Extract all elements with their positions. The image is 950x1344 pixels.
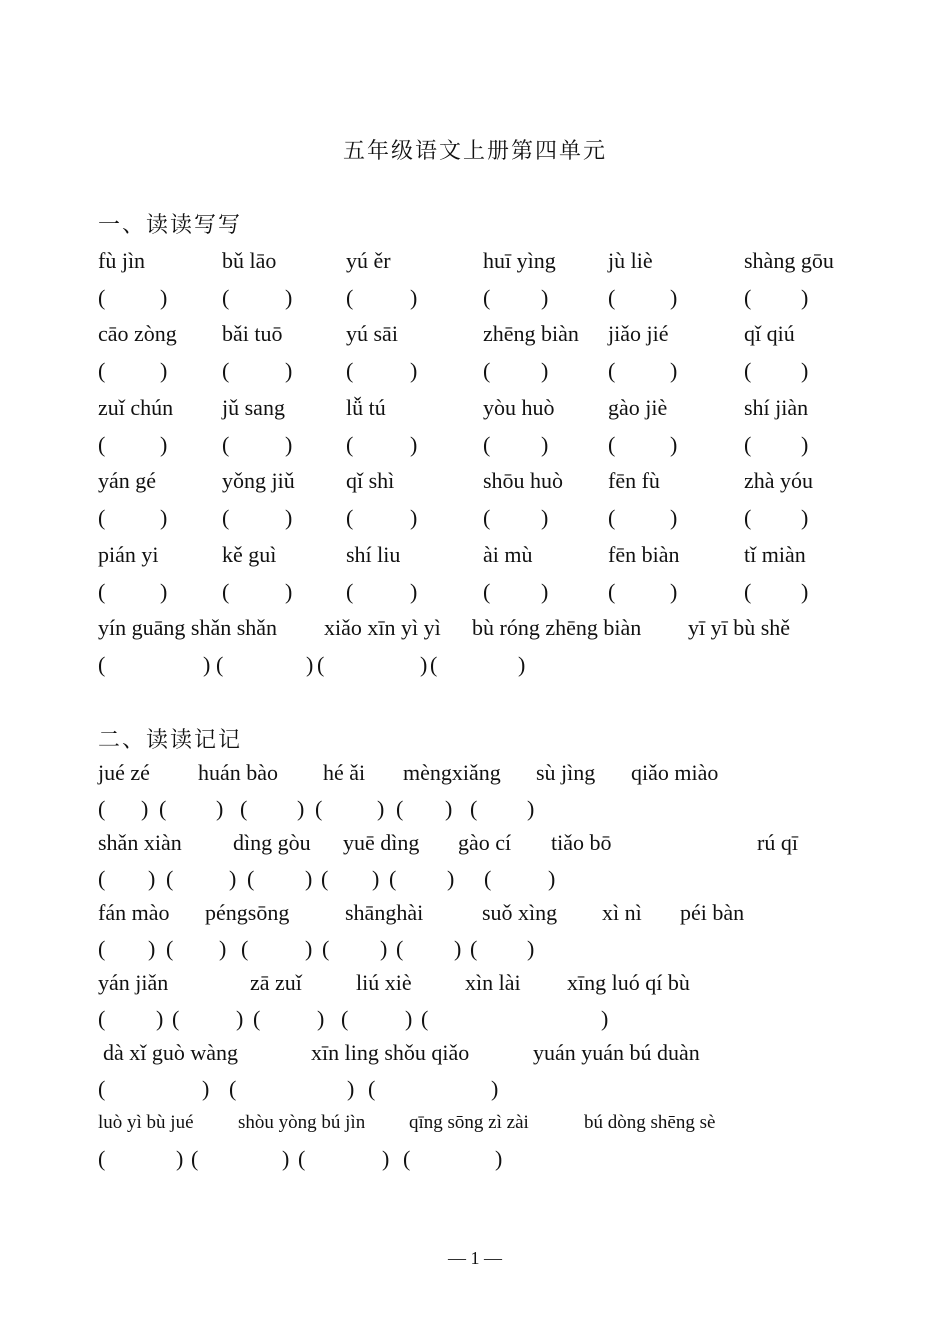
pinyin-word: liú xiè (356, 970, 412, 995)
pinyin-row (0, 1038, 950, 1068)
open-paren: ( (98, 578, 106, 604)
open-paren: ( (744, 505, 752, 531)
close-paren: ) (410, 505, 418, 531)
close-paren: ) (347, 1076, 355, 1101)
close-paren: ) (801, 358, 809, 384)
pinyin-word: shòu yòng bú jìn (238, 1112, 366, 1133)
open-paren: ( (744, 358, 752, 384)
close-paren: ) (160, 431, 168, 457)
answer-row (0, 1004, 950, 1034)
open-paren: ( (315, 796, 323, 821)
pinyin-word: yuē dìng (343, 830, 420, 855)
pinyin-word: xīn ling shǒu qiǎo (311, 1040, 470, 1065)
answer-row (0, 794, 950, 824)
pinyin-word: pián yi (98, 541, 159, 567)
close-paren: ) (491, 1076, 499, 1101)
open-paren: ( (430, 652, 438, 677)
open-paren: ( (222, 505, 230, 531)
pinyin-word: yán jiǎn (98, 970, 169, 995)
open-paren: ( (98, 936, 106, 961)
pinyin-word: yú ěr (346, 248, 391, 273)
pinyin-word: dìng gòu (233, 830, 311, 855)
close-paren: ) (548, 866, 556, 891)
pinyin-word: fēn fù (608, 468, 660, 494)
close-paren: ) (670, 505, 678, 531)
pinyin-word: shí liu (346, 541, 401, 567)
pinyin-word: qǐ shì (346, 468, 395, 494)
open-paren: ( (396, 796, 404, 821)
section-heading-read-write: 一、读读写写 (98, 213, 243, 238)
close-paren: ) (282, 1146, 290, 1171)
open-paren: ( (608, 505, 616, 531)
open-paren: ( (483, 505, 491, 531)
close-paren: ) (801, 578, 809, 604)
close-paren: ) (216, 796, 224, 821)
close-paren: ) (541, 358, 549, 384)
pinyin-word: yán gé (98, 468, 157, 494)
close-paren: ) (160, 358, 168, 384)
close-paren: ) (670, 358, 678, 384)
pinyin-row (0, 393, 950, 423)
open-paren: ( (98, 796, 106, 821)
pinyin-word: zuǐ chún (98, 394, 174, 420)
close-paren: ) (527, 936, 535, 961)
open-paren: ( (346, 285, 354, 310)
pinyin-word: yú sāi (346, 321, 398, 347)
open-paren: ( (608, 431, 616, 457)
pinyin-row (0, 466, 950, 496)
close-paren: ) (285, 431, 293, 457)
close-paren: ) (176, 1146, 184, 1171)
open-paren: ( (98, 1146, 106, 1171)
close-paren: ) (219, 936, 227, 961)
close-paren: ) (447, 866, 455, 891)
pinyin-word: xì nì (602, 900, 642, 925)
pinyin-word: jǔ sang (222, 394, 285, 420)
close-paren: ) (541, 578, 549, 604)
close-paren: ) (305, 936, 313, 961)
pinyin-word: bǎi tuō (222, 321, 283, 347)
open-paren: ( (166, 936, 174, 961)
pinyin-word: qīng sōng zì zài (409, 1112, 529, 1133)
open-paren: ( (608, 578, 616, 604)
answer-row (0, 283, 950, 313)
open-paren: ( (98, 652, 106, 677)
open-paren: ( (222, 358, 230, 384)
close-paren: ) (382, 1146, 390, 1171)
close-paren: ) (380, 936, 388, 961)
open-paren: ( (241, 936, 249, 961)
close-paren: ) (297, 796, 305, 821)
pinyin-word: shǎn xiàn (98, 830, 182, 855)
pinyin-word: zā zuǐ (250, 970, 302, 995)
pinyin-word: qiǎo miào (631, 760, 719, 785)
pinyin-word: tiǎo bō (551, 830, 612, 855)
close-paren: ) (454, 936, 462, 961)
pinyin-word: jù liè (608, 248, 653, 273)
close-paren: ) (405, 1006, 413, 1031)
close-paren: ) (420, 652, 428, 677)
open-paren: ( (484, 866, 492, 891)
close-paren: ) (317, 1006, 325, 1031)
close-paren: ) (156, 1006, 164, 1031)
pinyin-word: rú qī (757, 830, 798, 855)
pinyin-word: dà xǐ guò wàng (103, 1040, 239, 1065)
open-paren: ( (166, 866, 174, 891)
pinyin-word: shí jiàn (744, 394, 809, 420)
open-paren: ( (341, 1006, 349, 1031)
close-paren: ) (148, 936, 156, 961)
open-paren: ( (321, 866, 329, 891)
pinyin-row (0, 613, 950, 643)
pinyin-word: xìn lài (465, 970, 521, 995)
answer-row (0, 1074, 950, 1104)
close-paren: ) (229, 866, 237, 891)
open-paren: ( (98, 285, 106, 310)
close-paren: ) (601, 1006, 609, 1031)
open-paren: ( (470, 936, 478, 961)
pinyin-word: huī yìng (483, 248, 556, 273)
pinyin-word: yòu huò (483, 394, 555, 420)
pinyin-word: shōu huò (483, 468, 564, 494)
open-paren: ( (229, 1076, 237, 1101)
open-paren: ( (216, 652, 224, 677)
pinyin-word: péi bàn (680, 900, 745, 925)
open-paren: ( (98, 1006, 106, 1031)
answer-row (0, 503, 950, 533)
answer-row (0, 864, 950, 894)
open-paren: ( (298, 1146, 306, 1171)
pinyin-word: fēn biàn (608, 541, 680, 567)
open-paren: ( (240, 796, 248, 821)
pinyin-row (0, 319, 950, 349)
pinyin-word: sù jìng (536, 760, 596, 785)
answer-row (0, 934, 950, 964)
answer-row (0, 356, 950, 386)
open-paren: ( (253, 1006, 261, 1031)
open-paren: ( (317, 652, 325, 677)
pinyin-word: shàng gōu (744, 248, 834, 273)
close-paren: ) (670, 431, 678, 457)
pinyin-row (0, 828, 950, 858)
pinyin-word: jué zé (98, 760, 150, 785)
answer-row (0, 1144, 950, 1174)
pinyin-row (0, 1108, 950, 1138)
pinyin-word: xiǎo xīn yì yì (324, 615, 441, 640)
open-paren: ( (744, 285, 752, 310)
answer-row (0, 577, 950, 607)
pinyin-word: cāo zòng (98, 321, 177, 347)
close-paren: ) (527, 796, 535, 821)
pinyin-word: zhēng biàn (483, 321, 579, 347)
pinyin-row (0, 898, 950, 928)
open-paren: ( (346, 578, 354, 604)
pinyin-word: fán mào (98, 900, 170, 925)
close-paren: ) (541, 431, 549, 457)
open-paren: ( (346, 358, 354, 384)
open-paren: ( (744, 578, 752, 604)
open-paren: ( (421, 1006, 429, 1031)
close-paren: ) (410, 431, 418, 457)
pinyin-word: fù jìn (98, 248, 146, 273)
close-paren: ) (670, 285, 678, 310)
open-paren: ( (483, 285, 491, 310)
open-paren: ( (368, 1076, 376, 1101)
open-paren: ( (222, 285, 230, 310)
pinyin-word: péngsōng (205, 900, 290, 925)
pinyin-word: yī yī bù shě (688, 615, 791, 640)
pinyin-word: kě guì (222, 541, 277, 567)
close-paren: ) (285, 285, 293, 310)
close-paren: ) (285, 505, 293, 531)
pinyin-word: hé ǎi (323, 760, 366, 785)
open-paren: ( (608, 285, 616, 310)
open-paren: ( (172, 1006, 180, 1031)
pinyin-row (0, 246, 950, 276)
pinyin-word: qǐ qiú (744, 321, 795, 347)
pinyin-word: yuán yuán bú duàn (533, 1040, 700, 1065)
open-paren: ( (98, 431, 106, 457)
open-paren: ( (247, 866, 255, 891)
close-paren: ) (377, 796, 385, 821)
open-paren: ( (98, 358, 106, 384)
open-paren: ( (98, 1076, 106, 1101)
pinyin-word: bù róng zhēng biàn (472, 615, 642, 640)
section-heading-read-remember: 二、读读记记 (98, 728, 243, 753)
open-paren: ( (346, 431, 354, 457)
close-paren: ) (160, 578, 168, 604)
open-paren: ( (159, 796, 167, 821)
close-paren: ) (410, 285, 418, 310)
pinyin-word: bǔ lāo (222, 248, 277, 273)
close-paren: ) (541, 285, 549, 310)
open-paren: ( (191, 1146, 199, 1171)
open-paren: ( (483, 358, 491, 384)
close-paren: ) (801, 505, 809, 531)
close-paren: ) (285, 578, 293, 604)
open-paren: ( (346, 505, 354, 531)
page-title: 五年级语文上册第四单元 (342, 139, 607, 164)
pinyin-word: zhà yóu (744, 468, 814, 494)
pinyin-word: xīng luó qí bù (567, 970, 690, 995)
close-paren: ) (305, 866, 313, 891)
close-paren: ) (202, 1076, 210, 1101)
close-paren: ) (203, 652, 211, 677)
open-paren: ( (403, 1146, 411, 1171)
close-paren: ) (236, 1006, 244, 1031)
pinyin-word: ài mù (483, 541, 533, 567)
open-paren: ( (744, 431, 752, 457)
close-paren: ) (410, 578, 418, 604)
close-paren: ) (160, 285, 168, 310)
close-paren: ) (141, 796, 149, 821)
open-paren: ( (483, 578, 491, 604)
open-paren: ( (470, 796, 478, 821)
close-paren: ) (445, 796, 453, 821)
open-paren: ( (483, 431, 491, 457)
close-paren: ) (372, 866, 380, 891)
close-paren: ) (160, 505, 168, 531)
close-paren: ) (518, 652, 526, 677)
pinyin-word: shānghài (345, 900, 424, 925)
page-number: — 1 — (448, 1248, 502, 1268)
pinyin-word: huán bào (198, 760, 279, 785)
close-paren: ) (148, 866, 156, 891)
open-paren: ( (98, 505, 106, 531)
close-paren: ) (541, 505, 549, 531)
pinyin-word: suǒ xìng (482, 900, 558, 925)
pinyin-word: yǒng jiǔ (222, 468, 295, 494)
close-paren: ) (495, 1146, 503, 1171)
open-paren: ( (389, 866, 397, 891)
close-paren: ) (285, 358, 293, 384)
close-paren: ) (670, 578, 678, 604)
pinyin-word: bú dòng shēng sè (584, 1112, 716, 1133)
pinyin-word: gào cí (458, 830, 512, 855)
pinyin-row (0, 540, 950, 570)
close-paren: ) (410, 358, 418, 384)
open-paren: ( (98, 866, 106, 891)
open-paren: ( (322, 936, 330, 961)
pinyin-word: jiǎo jié (608, 321, 669, 347)
pinyin-word: gào jiè (608, 394, 668, 420)
answer-row (0, 430, 950, 460)
open-paren: ( (608, 358, 616, 384)
pinyin-word: lǚ tú (346, 394, 386, 420)
pinyin-word: yín guāng shǎn shǎn (98, 615, 278, 640)
pinyin-word: tǐ miàn (744, 541, 806, 567)
open-paren: ( (222, 431, 230, 457)
pinyin-row (0, 758, 950, 788)
close-paren: ) (801, 431, 809, 457)
close-paren: ) (306, 652, 314, 677)
open-paren: ( (222, 578, 230, 604)
pinyin-word: luò yì bù jué (98, 1112, 194, 1133)
pinyin-row (0, 968, 950, 998)
open-paren: ( (396, 936, 404, 961)
close-paren: ) (801, 285, 809, 310)
answer-row (0, 650, 950, 680)
pinyin-word: mèngxiǎng (403, 760, 501, 785)
